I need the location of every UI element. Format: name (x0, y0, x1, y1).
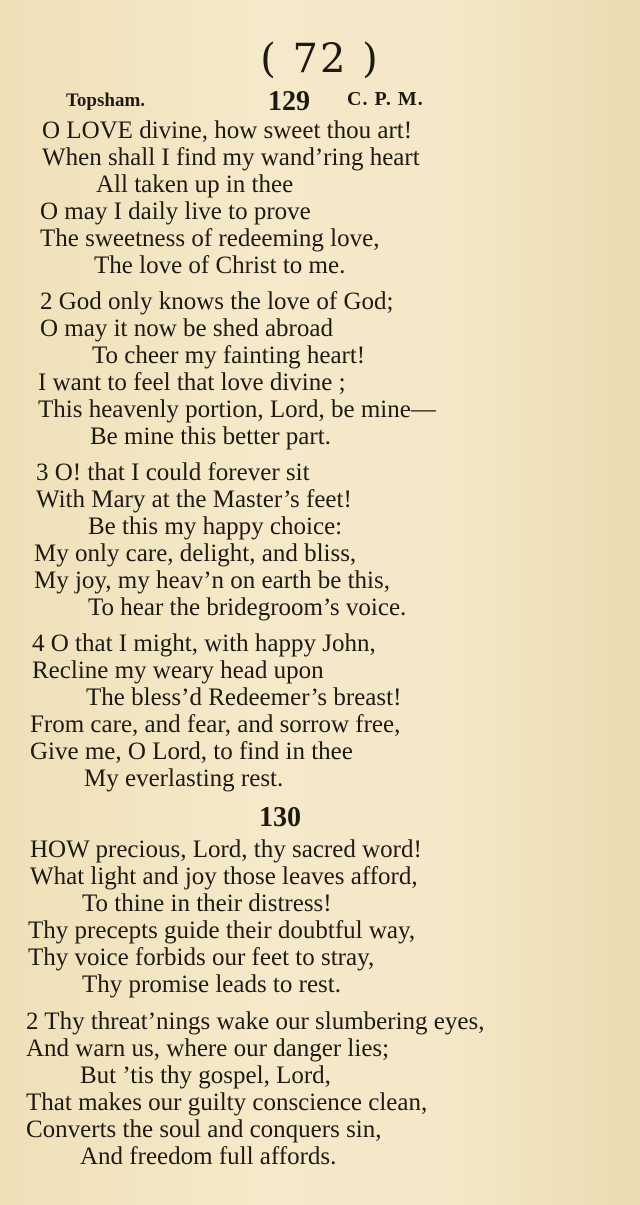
verse-line: What light and joy those leaves afford, (30, 863, 418, 890)
hymn-number: 130 (259, 802, 301, 833)
verse-line: And freedom full affords. (80, 1143, 337, 1170)
verse-line: Be this my happy choice: (88, 513, 343, 540)
verse-line: My joy, my heav’n on earth be this, (34, 567, 390, 594)
verse-line: HOW precious, Lord, thy sacred word! (30, 836, 422, 863)
hymn-meter: C. P. M. (347, 88, 424, 110)
verse-line: To cheer my fainting heart! (92, 342, 366, 369)
verse-line: To hear the bridegroom’s voice. (88, 594, 407, 621)
verse-line: 2 Thy threat’nings wake our slumbering eyes, (26, 1008, 485, 1035)
verse-line: The love of Christ to me. (94, 252, 346, 279)
verse-line: But ’tis thy gospel, Lord, (80, 1062, 331, 1089)
hymn-number: 129 (268, 86, 310, 117)
verse-line: 4 O that I might, with happy John, (32, 630, 376, 657)
verse-line: 3 O! that I could forever sit (36, 459, 310, 486)
verse-line: Thy promise leads to rest. (82, 971, 341, 998)
verse-line: Be mine this better part. (90, 423, 331, 450)
page-number: ( 72 ) (260, 36, 380, 82)
verse-line: O may it now be shed abroad (40, 315, 333, 342)
verse-line: That makes our guilty conscience clean, (26, 1089, 428, 1116)
verse-line: And warn us, where our danger lies; (26, 1035, 390, 1062)
verse-line: Recline my weary head upon (32, 657, 324, 684)
tune-name: Topsham. (66, 90, 146, 111)
verse-line: Converts the soul and conquers sin, (26, 1116, 382, 1143)
verse-line: With Mary at the Master’s feet! (36, 486, 352, 513)
verse-line: My only care, delight, and bliss, (34, 540, 357, 567)
verse-line: Give me, O Lord, to find in thee (30, 738, 353, 765)
verse-line: O LOVE divine, how sweet thou art! (42, 117, 413, 144)
verse-line: Thy precepts guide their doubtful way, (28, 917, 416, 944)
verse-line: The sweetness of redeeming love, (40, 225, 380, 252)
verse-line: This heavenly portion, Lord, be mine— (38, 396, 436, 423)
verse-line: 2 God only knows the love of God; (40, 288, 394, 315)
verse-line: Thy voice forbids our feet to stray, (28, 944, 375, 971)
verse-line: The bless’d Redeemer’s breast! (86, 684, 402, 711)
verse-line: I want to feel that love divine ; (38, 369, 346, 396)
verse-line: From care, and fear, and sorrow free, (30, 711, 401, 738)
verse-line: To thine in their distress! (82, 890, 332, 917)
verse-line: My everlasting rest. (84, 765, 284, 792)
verse-line: All taken up in thee (96, 171, 294, 198)
verse-line: O may I daily live to prove (40, 198, 311, 225)
verse-line: When shall I find my wand’ring heart (42, 144, 420, 171)
